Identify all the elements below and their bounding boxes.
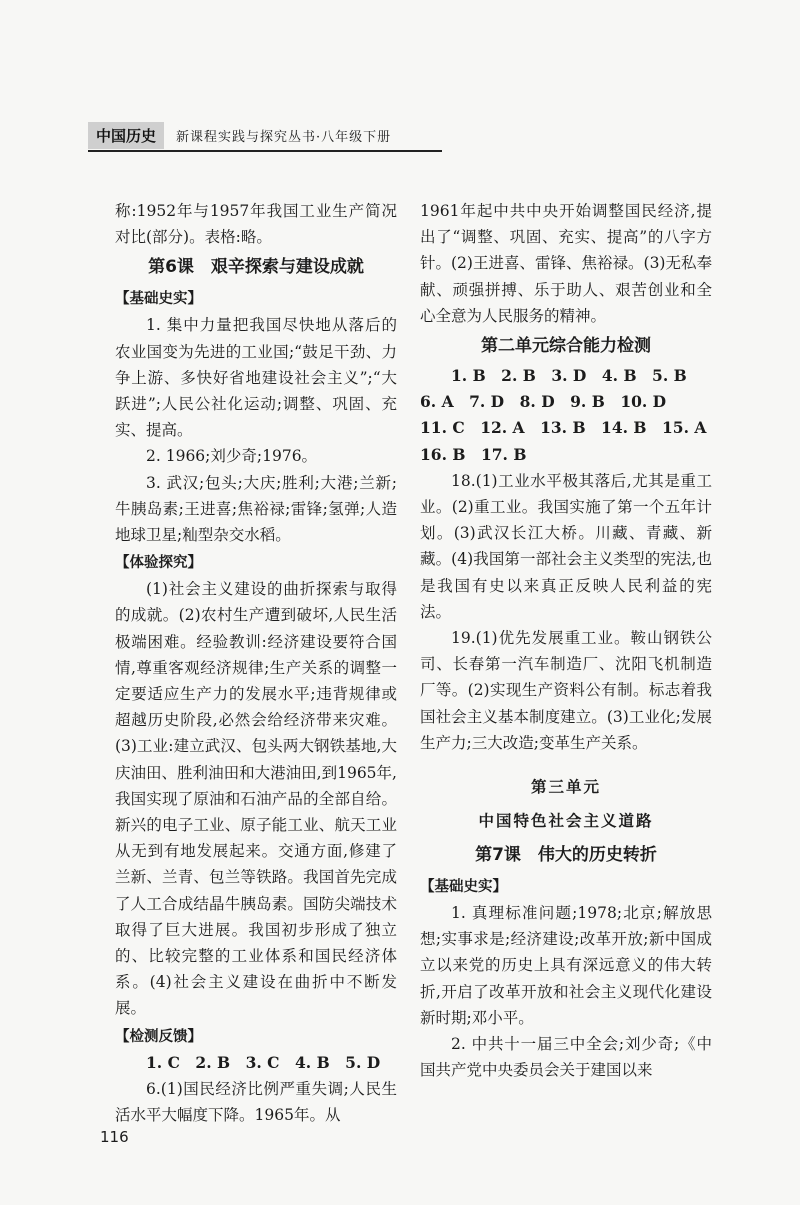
choice-answers-row-2: 6. A 7. D 8. D 9. B 10. D	[420, 392, 667, 412]
lesson-7-answer-2: 2. 中共十一届三中全会;刘少奇;《中国共产党中央委员会关于建国以来	[420, 1035, 712, 1080]
choice-answers-row-1: 1. B 2. B 3. D 4. B 5. B	[451, 366, 687, 386]
continued-paragraph: 1961年起中共中央开始调整国民经济,提出了“调整、巩固、充实、提高”的八字方针。(2)王进喜、雷锋、焦裕禄。(3)无私奉献、顽强拼搏、乐于助人、艰苦创业和全心全意为人民服务的精神。	[420, 202, 712, 325]
right-column	[420, 198, 712, 1083]
unit-3-name: 中国特色社会主义道路	[478, 812, 654, 831]
unit-2-test-title: 第二单元综合能力检测	[481, 336, 651, 357]
explore-answer: (1)社会主义建设的曲折探索与取得的成就。(2)农村生产遭到破坏,人民生活极端困难。经验教训:经济建设要符合国情,尊重客观经济规律;生产关系的调整一定要适应生产力的发展水平;违背规律或超越历史阶段,必然会给经济带来灾难。(3)工业:建立武汉、包头两大钢铁基地,大庆油田、胜利油田和大港油田,到1965年,我国实现了原油和石油产品的全部自给。新兴的电子工业、原子能工业、航天工业从无到有地发展起来。交通方面,修建了兰新、兰青、包兰等铁路。我国首先完成了人工合成结晶牛胰岛素。国防尖端技术取得了巨大进展。我国初步形成了独立的、比较完整的工业体系和国民经济体系。(4)社会主义建设在曲折中不断发展。	[115, 580, 397, 1018]
lesson-7-basic-heading: 【基础史实】	[420, 879, 507, 896]
page-number: 116	[100, 1128, 129, 1146]
basic-answer-2: 2. 1966;刘少奇;1976。	[146, 447, 318, 466]
feedback-heading: 【检测反馈】	[115, 1028, 202, 1045]
left-column	[115, 198, 397, 1128]
header-rule	[88, 150, 442, 152]
basic-answer-1: 1. 集中力量把我国尽快地从落后的农业国变为先进的工业国;“鼓足干劲、力争上游、多快好省地建设社会主义”;“大跃进”;人民公社化运动;调整、巩固、充实、提高。	[115, 316, 397, 440]
answer-18: 18.(1)工业水平极其落后,尤其是重工业。(2)重工业。我国实施了第一个五年计划。(3)武汉长江大桥。川藏、青藏、新藏。(4)我国第一部社会主义类型的宪法,也是我国有史以来真正反映人民利益的宪法。	[420, 471, 712, 621]
series-title: 新课程实践与探究丛书·八年级下册	[176, 129, 392, 145]
answer-19: 19.(1)优先发展重工业。鞍山钢铁公司、长春第一汽车制造厂、沈阳飞机制造厂等。(2)实现生产资料公有制。标志着我国社会主义基本制度建立。(3)工业化;发展生产力;三大改造;变革生产关系。	[420, 629, 712, 752]
lesson-7-title: 第7课 伟大的历史转折	[475, 845, 657, 866]
basic-facts-heading: 【基础史实】	[115, 291, 202, 308]
choice-answers-row-3: 11. C 12. A 13. B 14. B 15. A	[420, 418, 707, 438]
explore-heading: 【体验探究】	[115, 555, 202, 572]
intro-paragraph: 称:1952年与1957年我国工业生产简况对比(部分)。表格:略。	[115, 202, 397, 247]
lesson-6-title: 第6课 艰辛探索与建设成就	[148, 257, 364, 278]
subject-tag: 中国历史	[88, 122, 164, 149]
lesson-7-answer-1: 1. 真理标准问题;1978;北京;解放思想;实事求是;经济建设;改革开放;新中国成立以来党的历史上具有深远意义的伟大转折,开启了改革开放和社会主义现代化建设新时期;邓小平。	[420, 904, 712, 1027]
feedback-answer-6: 6.(1)国民经济比例严重失调;人民生活水平大幅度下降。1965年。从	[115, 1079, 397, 1125]
basic-answer-3: 3. 武汉;包头;大庆;胜利;大港;兰新;牛胰岛素;王进喜;焦裕禄;雷锋;氢弹;人造地球卫星;籼型杂交水稻。	[115, 473, 397, 545]
unit-3-label: 第三单元	[530, 778, 601, 797]
feedback-choices: 1. C 2. B 3. C 4. B 5. D	[146, 1052, 381, 1072]
running-header	[88, 122, 440, 148]
choice-answers-row-4: 16. B 17. B	[420, 444, 527, 464]
